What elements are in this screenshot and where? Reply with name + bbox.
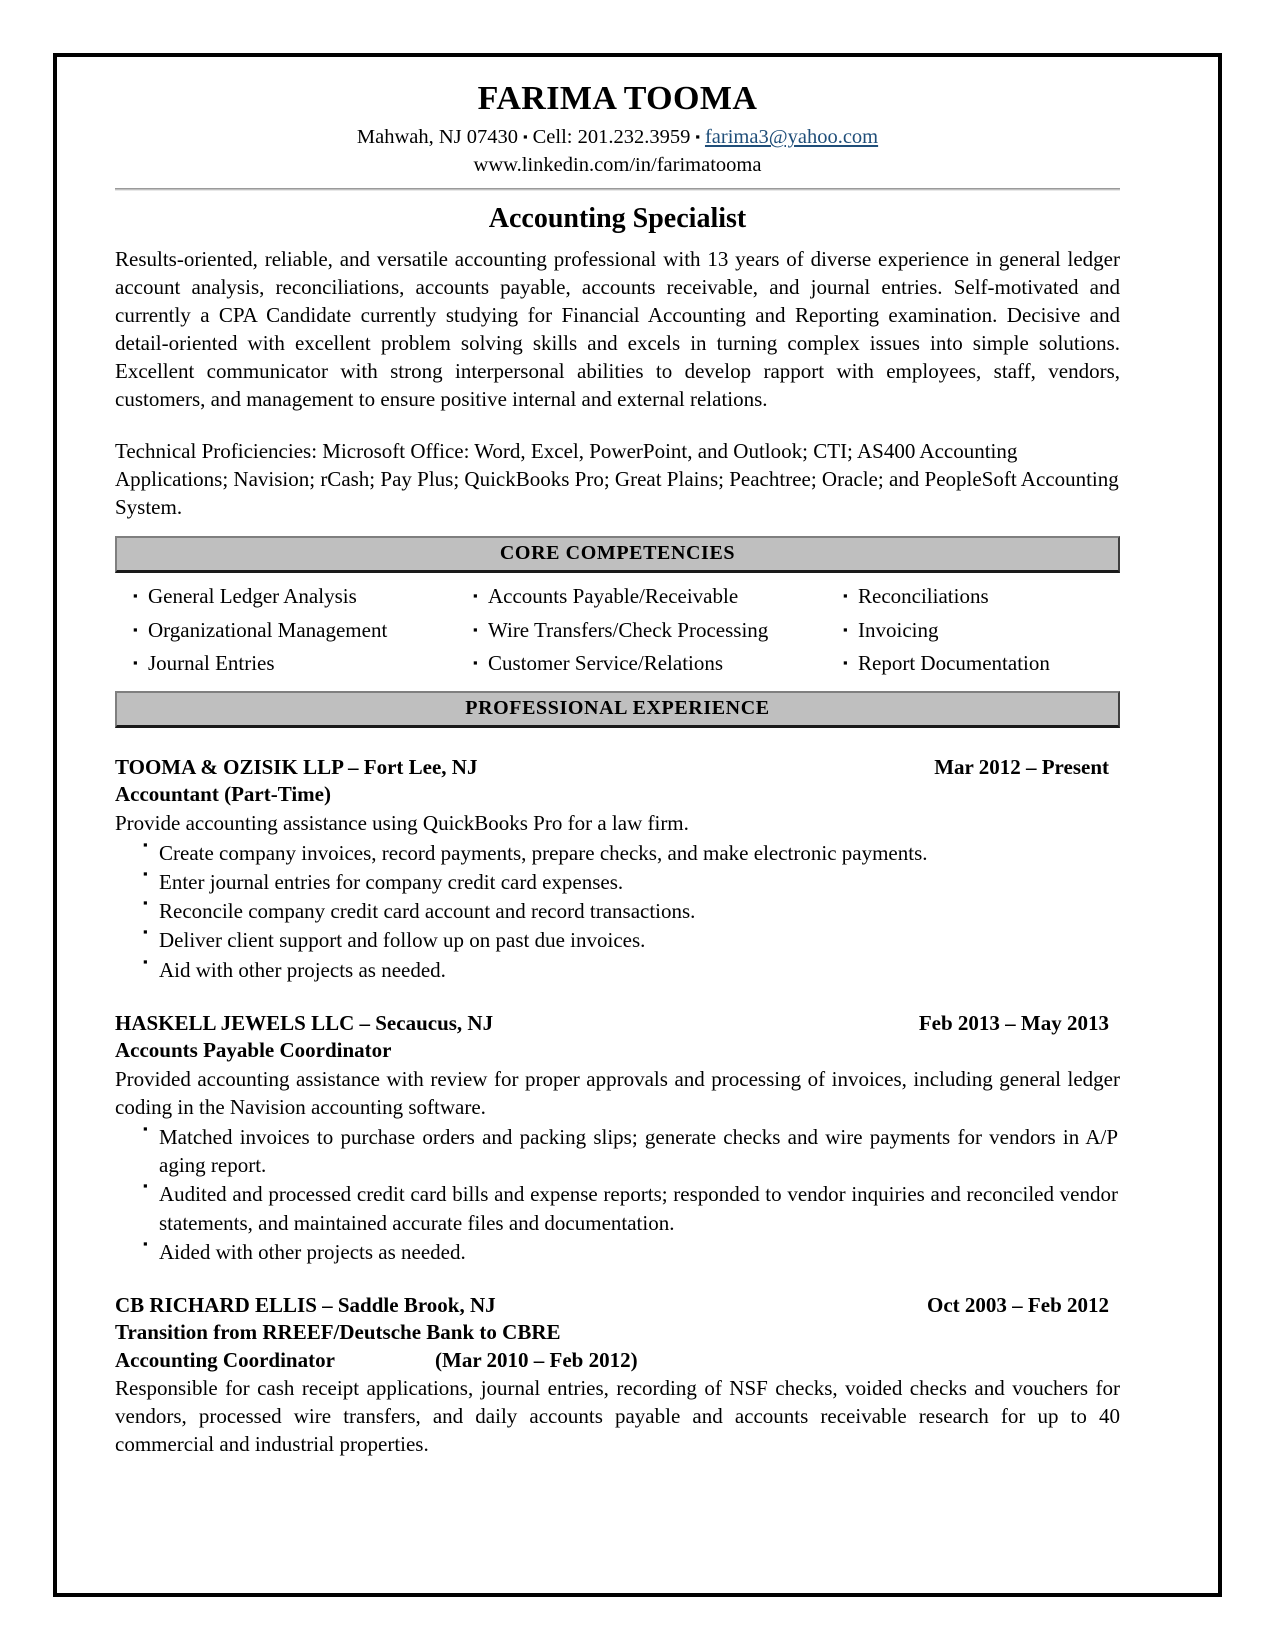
bullet-text: Aid with other projects as needed.: [159, 957, 446, 982]
competency-label: General Ledger Analysis: [148, 584, 357, 609]
square-bullet-icon: ▪: [473, 621, 478, 637]
section-heading-core-competencies: CORE COMPETENCIES: [115, 536, 1120, 573]
list-item: [115, 868, 1120, 896]
contact-phone: Cell: 201.232.3959: [532, 126, 691, 149]
job-bullet-list: [115, 836, 1120, 984]
competency-label: Customer Service/Relations: [488, 650, 724, 675]
resume-page: [53, 53, 1222, 1597]
square-bullet-icon: ▪: [143, 953, 148, 969]
competency-item: [825, 583, 1120, 609]
experience-entry: [115, 754, 1120, 984]
job-description: Responsible for cash receipt applications, journal entries, recording of NSF checks, voided checks and vouchers for vendors, processed wire transfers, and daily accounts payable and accounts receivable research for up to 40 commercial and industrial properties.: [115, 1375, 1120, 1457]
experience-header-row: [115, 1292, 1120, 1319]
employer-name: HASKELL JEWELS LLC – Secaucus, NJ: [115, 1010, 494, 1035]
experience-entry: [115, 1292, 1120, 1458]
employer-name: CB RICHARD ELLIS – Saddle Brook, NJ: [115, 1292, 496, 1317]
technical-proficiencies: Technical Proficiencies: Microsoft Office: Word, Excel, PowerPoint, and Outlook; CTI; AS400 Accounting Applications; Navision; rCash; Pay Plus; QuickBooks Pro; Great Plains; Peachtree; Oracle; and PeopleSoft Accounting System.: [115, 439, 1119, 520]
square-bullet-icon: ▪: [143, 866, 148, 882]
employment-dates: Oct 2003 – Feb 2012: [927, 1292, 1109, 1317]
competency-label: Reconciliations: [858, 584, 989, 609]
competency-item: [455, 583, 825, 609]
contact-location: Mahwah, NJ 07430: [356, 126, 519, 149]
bullet-text: Audited and processed credit card bills and expense reports; responded to vendor inquiries and reconciled vendor statements, and maintained accurate files and documentation.: [159, 1182, 1118, 1235]
competency-item: [455, 617, 825, 643]
competency-item: [115, 650, 455, 676]
square-bullet-icon: ▪: [143, 1178, 148, 1194]
job-description: Provided accounting assistance with review for proper approvals and processing of invoices, including general ledger coding in the Navision accounting software.: [115, 1066, 1120, 1119]
experience-header-row: [115, 1010, 1120, 1037]
candidate-name: FARIMA TOOMA: [477, 80, 758, 117]
list-item: [115, 1120, 1120, 1179]
bullet-text: Create company invoices, record payments, prepare checks, and make electronic payments.: [159, 840, 928, 865]
bullet-text: Aided with other projects as needed.: [159, 1239, 466, 1264]
square-bullet-icon: ▪: [133, 654, 138, 670]
contact-email-link[interactable]: farima3@yahoo.com: [704, 126, 879, 149]
job-role-row: [115, 1347, 1120, 1374]
competency-item: [455, 650, 825, 676]
bullet-text: Enter journal entries for company credit card expenses.: [159, 870, 624, 895]
competency-label: Organizational Management: [148, 617, 388, 642]
core-competencies-grid: [115, 583, 1120, 676]
square-bullet-icon: ▪: [143, 924, 148, 940]
square-bullet-icon: ▪: [143, 895, 148, 911]
job-role-title: Accountant (Part-Time): [115, 782, 331, 807]
square-bullet-icon: ▪: [843, 654, 848, 670]
contact-line: [115, 124, 1120, 152]
contact-separator-icon: ▪: [695, 129, 700, 145]
experience-header-row: [115, 754, 1120, 781]
job-description: Provide accounting assistance using QuickBooks Pro for a law firm.: [115, 810, 689, 835]
square-bullet-icon: ▪: [843, 588, 848, 604]
employer-name: TOOMA & OZISIK LLP – Fort Lee, NJ: [115, 755, 478, 780]
job-bullet-list: [115, 1120, 1120, 1266]
header-divider: [115, 188, 1120, 191]
job-role-dates: (Mar 2010 – Feb 2012): [435, 1347, 638, 1372]
contact-linkedin[interactable]: www.linkedin.com/in/farimatooma: [473, 153, 762, 176]
square-bullet-icon: ▪: [473, 588, 478, 604]
page-title: Accounting Specialist: [488, 203, 747, 235]
list-item: [115, 1180, 1120, 1236]
employment-dates: Feb 2013 – May 2013: [918, 1010, 1109, 1035]
job-role-title: Accounting Coordinator: [115, 1347, 335, 1372]
competency-label: Wire Transfers/Check Processing: [488, 617, 769, 642]
job-role-title: Accounts Payable Coordinator: [115, 1038, 392, 1063]
resume-content: [115, 65, 1120, 1585]
list-item: [115, 836, 1120, 867]
list-item: [115, 1235, 1120, 1266]
list-item: [115, 897, 1120, 925]
competency-label: Report Documentation: [858, 650, 1050, 675]
square-bullet-icon: ▪: [843, 621, 848, 637]
square-bullet-icon: ▪: [133, 588, 138, 604]
square-bullet-icon: ▪: [143, 1235, 148, 1251]
list-item: [115, 953, 1120, 984]
professional-summary: Results-oriented, reliable, and versatile accounting professional with 13 years of diverse experience in general ledger account analysis, reconciliations, accounts payable, accounts receivable, and journal entries. Self-motivated and currently a CPA Candidate currently studying for Financial Accounting and Reporting examination. Decisive and detail-oriented with excellent problem solving skills and excels in turning complex issues into simple solutions. Excellent communicator with strong interpersonal abilities to develop rapport with employees, staff, vendors, customers, and management to ensure positive internal and external relations.: [115, 247, 1120, 412]
square-bullet-icon: ▪: [473, 654, 478, 670]
bullet-text: Matched invoices to purchase orders and packing slips; generate checks and wire payments for vendors in A/P aging report.: [159, 1124, 1118, 1178]
list-item: [115, 926, 1120, 954]
competency-item: [115, 617, 455, 643]
square-bullet-icon: ▪: [143, 836, 148, 852]
contact-separator-icon: ▪: [523, 129, 528, 145]
bullet-text: Reconcile company credit card account and record transactions.: [159, 899, 696, 924]
square-bullet-icon: ▪: [133, 621, 138, 637]
employment-dates: Mar 2012 – Present: [934, 755, 1109, 780]
competency-item: [825, 650, 1120, 676]
competency-item: [825, 617, 1120, 643]
competency-label: Invoicing: [858, 617, 939, 642]
section-heading-professional-experience: PROFESSIONAL EXPERIENCE: [115, 691, 1120, 728]
competency-label: Accounts Payable/Receivable: [488, 584, 739, 609]
competency-item: [115, 583, 455, 609]
bullet-text: Deliver client support and follow up on past due invoices.: [159, 928, 646, 953]
competency-label: Journal Entries: [148, 650, 275, 675]
job-transition-note: Transition from RREEF/Deutsche Bank to CBRE: [115, 1320, 561, 1345]
square-bullet-icon: ▪: [143, 1120, 148, 1136]
experience-entry: [115, 1010, 1120, 1266]
